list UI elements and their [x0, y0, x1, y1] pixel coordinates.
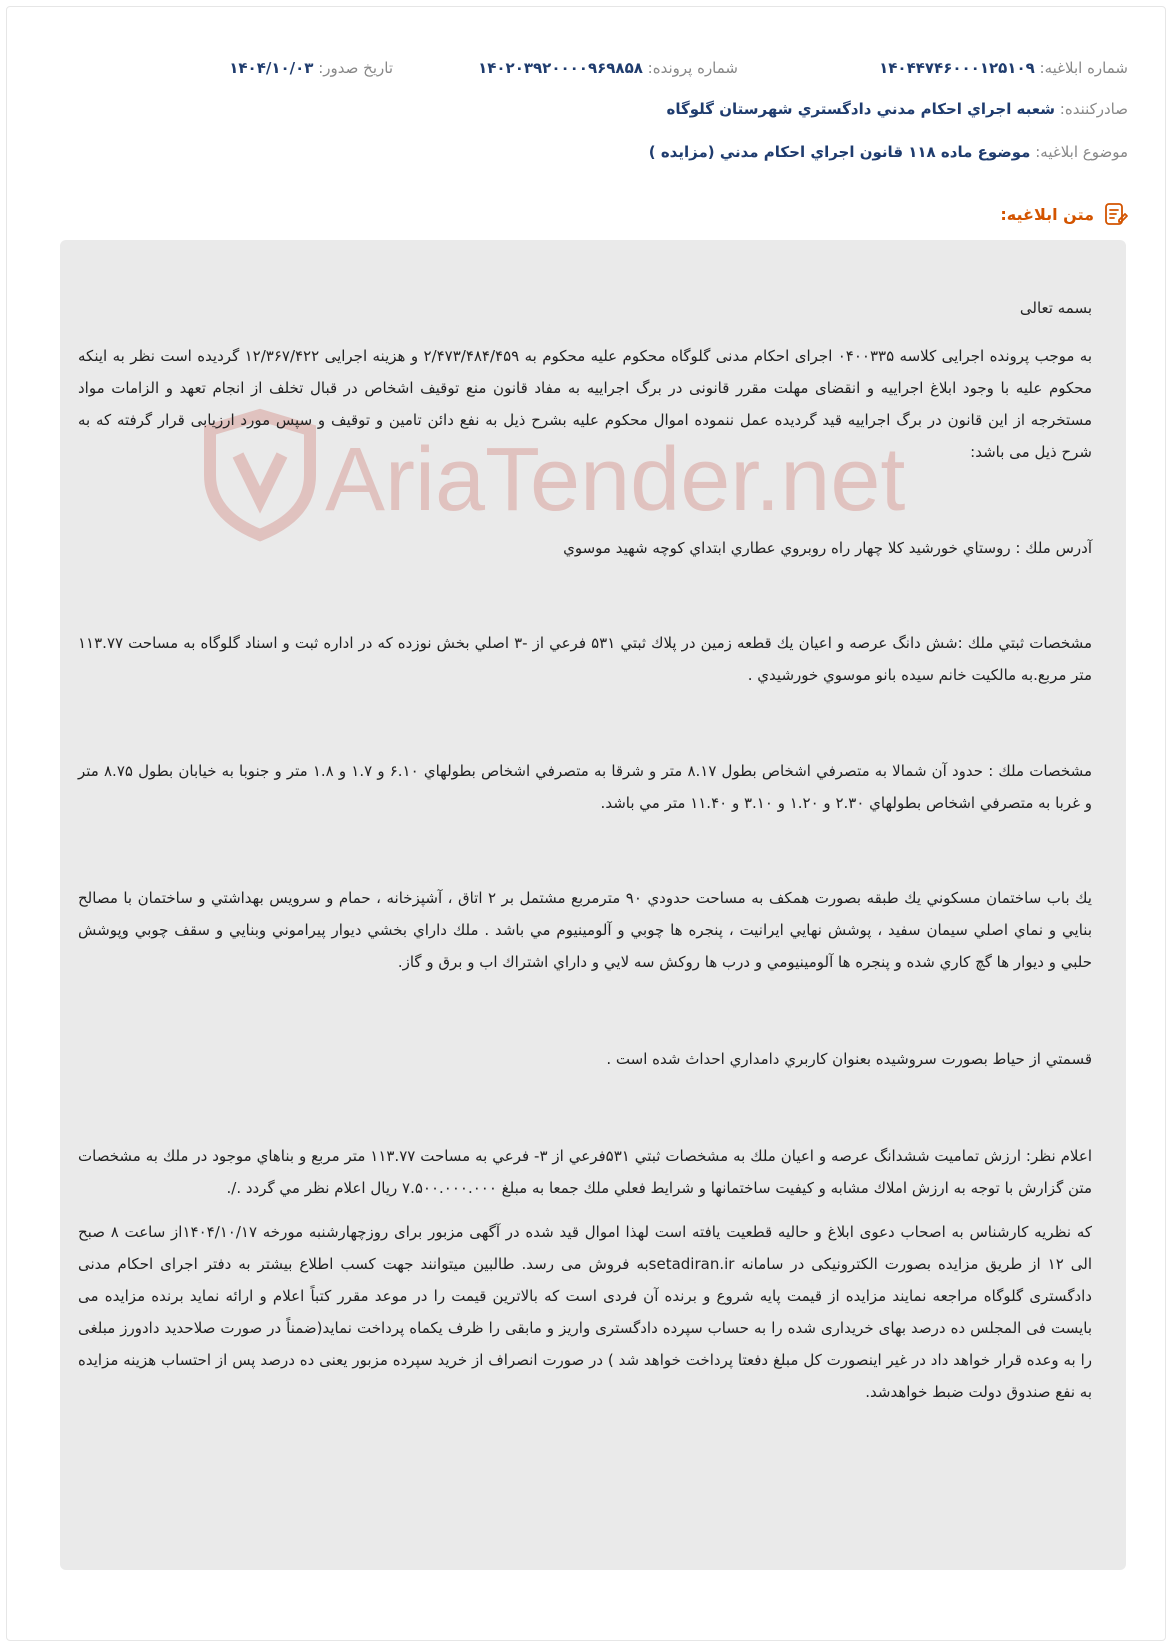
body-paragraph-auction: که نظریه کارشناس به اصحاب دعوی ابلاغ و حالیه قطعیت یافته است لهذا اموال قید شده در آگهی مزبور برای روزچهارشنبه مورخه ۱۴۰۴/۱۰/۱۷از ساعت ۸ صبح الی ۱۲ از طریق مزایده بصورت الکترونیکی در سامانه setadiran.irبه فروش می رسد. طالبین میتوانند جهت کسب اطلاع بیشتر به دفتر اجرای احکام مدنی دادگستری گلوگاه مراجعه نمایند مزایده از قیمت پایه شروع و برنده آن فردی است که بالاترین قیمت را در موعد مقرر کتباً اعلام و ارائه نماید برنده مزایده می بایست فی المجلس ده درصد بهای خریداری شده را به حساب سپرده دادگستری واریز و مابقی را ظرف یکماه پرداخت نماید(ضمناً در صورت صلاحدید دادورز مبلغی را به وعده قرار خواهد داد در غیر اینصورت کل مبلغ دفعتا پرداخت خواهد شد ) در صورت انصراف از خرید سپرده مزبور یعنی ده درصد پس از احتساب هزینه مزایده به نفع صندوق دولت ضبط خواهدشد.	[78, 1223, 1093, 1401]
body-paragraph-boundaries: مشخصات ملك : حدود آن شمالا به متصرفي اشخاص بطول ۸.۱۷ متر و شرقا به متصرفي اشخاص بطولهاي ۶.۱۰ و ۱.۷ و ۱.۸ متر و جنوبا به خيابان بطول ۸.۷۵ متر و غربا به متصرفي اشخاص بطولهاي ۲.۳۰ و ۱.۲۰ و ۳.۱۰ و ۱۱.۴۰ متر مي باشد.	[78, 762, 1093, 812]
body-paragraph-yard: قسمتي از حياط بصورت سروشيده بعنوان كاربري دامداري احداث شده است .	[606, 1050, 1092, 1068]
issuer-line	[667, 97, 1128, 121]
case-number-label: شماره پرونده:	[647, 59, 738, 77]
notice-number-label: شماره ابلاغیه:	[1039, 59, 1128, 77]
subject-line	[649, 140, 1128, 164]
body-paragraph-intro: به موجب پرونده اجرایی کلاسه ۰۴۰۰۳۳۵ اجرای احکام مدنی گلوگاه محکوم علیه محکوم به ۲/۴۷۳/۴۸۴/۴۵۹ و هزینه اجرایی ۱۲/۳۶۷/۴۲۲ گردیده است نظر به اینکه محکوم علیه با وجود ابلاغ اجراییه و انقضای مهلت مقرر قانونی در برگ اجراییه به مفاد قانون منع توقیف اشخاص در قبال تخلف از انجام تعهد و الزامات مواد مستخرجه از این قانون در برگ اجراییه قید گردیده عمل ننموده اموال محکوم علیه بشرح ذیل به نفع دائن تامین و توقیف و سپس مورد ارزیابی قرار گرفته که به شرح ذیل می باشد:	[78, 347, 1092, 461]
issue-date-value: ۱۴۰۴/۱۰/۰۳	[229, 59, 314, 77]
notice-number	[879, 56, 1128, 80]
issue-date	[229, 56, 393, 80]
document-edit-icon	[1102, 201, 1128, 227]
subject-label: موضوع ابلاغیه:	[1035, 143, 1128, 161]
body-paragraph-address: آدرس ملك : روستاي خورشيد كلا چهار راه روبروي عطاري ابتداي كوچه شهيد موسوي	[563, 539, 1092, 557]
notice-text-title-label: متن ابلاغیه:	[1000, 204, 1094, 224]
issuer-label: صادرکننده:	[1059, 100, 1128, 118]
subject-value: موضوع ماده ۱۱۸ قانون اجراي احكام مدني (مزايده )	[648, 143, 1031, 161]
case-number	[478, 56, 738, 80]
body-paragraph-building: يك باب ساختمان مسكوني يك طبقه بصورت همكف به مساحت حدودي ۹۰ مترمربع مشتمل بر ۲ اتاق ، آشپزخانه ، حمام و سرويس بهداشتي و ساختمان با مصالح بنايي و نماي اصلي سيمان سفيد ، پوشش نهايي ايرانيت ، پنجره ها چوبي و آلومينيوم مي باشد . ملك داراي بخشي ديوار پيراموني وبنايي و سقف چوبي وپوشش حلبي و ديوار ها گچ كاري شده و پنجره ها آلومينيومي و درب ها روكش سه لايي و داراي اشتراك اب و برق و گاز.	[78, 889, 1092, 971]
watermark-text: AriaTender.net	[325, 430, 906, 530]
issuer-value: شعبه اجراي احكام مدني دادگستري شهرستان گلوگاه	[666, 100, 1055, 118]
case-number-value: ۱۴۰۲۰۳۹۲۰۰۰۰۹۶۹۸۵۸	[478, 59, 643, 77]
meta-row	[60, 56, 1128, 80]
body-paragraph-valuation: اعلام نظر: ارزش تماميت ششدانگ عرصه و اعيان ملك به مشخصات ثبتي ۵۳۱فرعي از ۳- فرعي به مساحت ۱۱۳.۷۷ متر مربع و بناهاي موجود در ملك به مشخصات متن گزارش با توجه به ارزش املاك مشابه و كيفيت ساختمانها و شرايط فعلي ملك جمعا به مبلغ ۷.۵۰۰.۰۰۰.۰۰۰ ريال اعلام نظر مي گردد ./.	[78, 1147, 1092, 1197]
notice-number-value: ۱۴۰۴۴۷۴۶۰۰۰۱۲۵۱۰۹	[879, 59, 1035, 77]
body-paragraph-registration: مشخصات ثبتي ملك :شش دانگ عرصه و اعيان يك قطعه زمين در پلاك ثبتي ۵۳۱ فرعي از -۳ اصلي بخش نوزده كه در اداره ثبت و اسناد گلوگاه به مساحت ۱۱۳.۷۷ متر مربع.به مالكيت خانم سيده بانو موسوي خورشيدي .	[78, 634, 1093, 684]
body-heading: بسمه تعالی	[1019, 299, 1092, 317]
notice-text-title	[1000, 200, 1128, 228]
issue-date-label: تاریخ صدور:	[318, 59, 393, 77]
